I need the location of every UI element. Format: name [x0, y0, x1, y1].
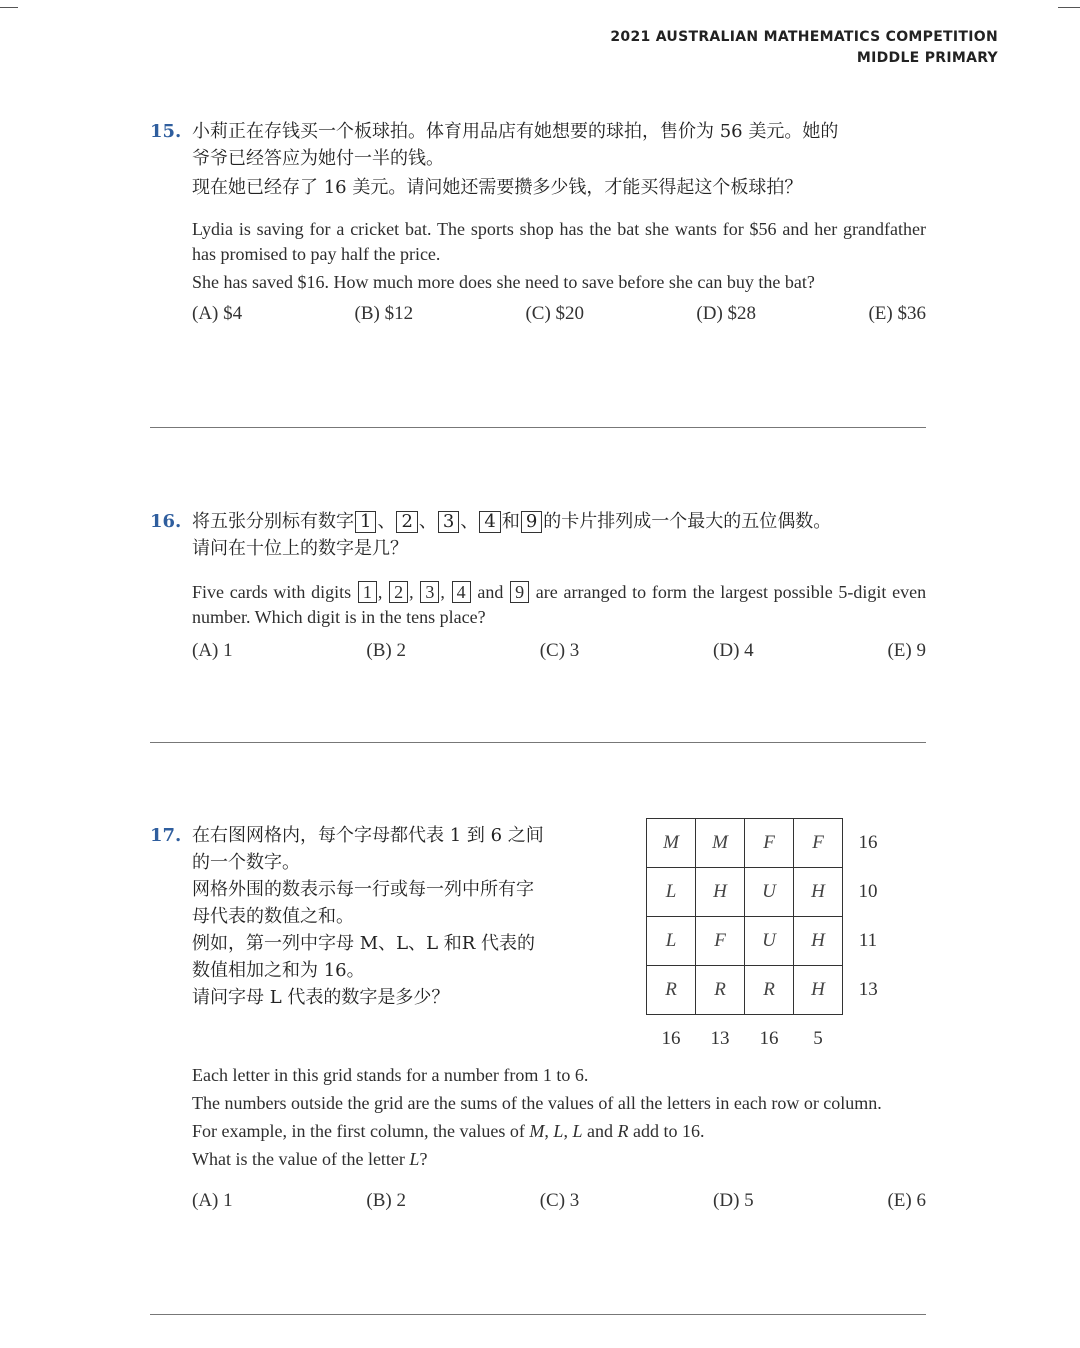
var-l: L	[553, 1121, 564, 1141]
grid-cell: F	[794, 819, 843, 868]
answer-choices	[192, 640, 926, 662]
en-line	[192, 1146, 926, 1172]
crop-mark-right	[1058, 7, 1080, 8]
zh-line: 的一个数字。	[192, 852, 300, 873]
en-comma: ,	[377, 582, 383, 602]
zh-line: 现在她已经存了 16 美元。请问她还需要攒多少钱，才能买得起这个板球拍？	[192, 177, 803, 198]
digit-card-1: 1	[355, 511, 376, 533]
column-sum: 5	[813, 1028, 823, 1049]
choice-e[interactable]: (E) 9	[887, 640, 926, 661]
question-text-english	[192, 580, 926, 630]
en-text: add to 16.	[632, 1121, 705, 1141]
grid-cell: F	[696, 917, 745, 966]
question-text-chinese	[192, 118, 926, 201]
var-m: M	[529, 1121, 545, 1141]
en-paragraph: She has saved $16. How much more does she need to save before she can buy the bat?	[192, 272, 815, 292]
en-text: What is the value of the letter	[192, 1149, 405, 1169]
grid-spacer	[843, 1015, 893, 1064]
header-division: MIDDLE PRIMARY	[856, 50, 998, 66]
digit-card-3: 3	[438, 511, 459, 533]
en-line: Each letter in this grid stands for a number from 1 to 6.	[192, 1065, 589, 1085]
choice-b[interactable]: (B) 2	[366, 640, 406, 661]
grid-row	[647, 868, 893, 917]
choice-c[interactable]: (C) 3	[539, 640, 580, 661]
zh-line	[192, 508, 926, 535]
grid-cell: R	[647, 966, 696, 1015]
question-text-chinese	[192, 822, 612, 1011]
question-17-english	[150, 1062, 926, 1212]
header-competition: 2021 AUSTRALIAN MATHEMATICS COMPETITION	[610, 29, 998, 45]
en-line: For example, in the first column, the values of M, L, L and R add to 16.	[192, 1121, 705, 1141]
digit-card-4: 4	[479, 511, 500, 533]
grid-cell: H	[794, 917, 843, 966]
en-text: Five cards with digits	[192, 582, 352, 602]
zh-line: 在右图网格内，每个字母都代表 1 到 6 之间	[192, 825, 544, 846]
zh-and: 和	[501, 511, 520, 532]
zh-line: 母代表的数值之和。	[192, 906, 354, 927]
grid-cell: U	[745, 868, 794, 917]
page-header	[610, 27, 998, 69]
grid-cell: H	[696, 868, 745, 917]
zh-line: 小莉正在存钱买一个板球拍。体育用品店有她想要的球拍，售价为 56 美元。她的	[192, 121, 839, 142]
column-sums-row	[647, 1015, 893, 1064]
column-sum: 13	[710, 1028, 730, 1049]
en-text: ?	[419, 1149, 428, 1169]
choice-a[interactable]: (A) 1	[192, 640, 233, 661]
question-number: 16.	[150, 511, 182, 532]
grid-cell: M	[647, 819, 696, 868]
row-sum: 11	[858, 930, 878, 951]
digit-card-3: 3	[420, 581, 439, 603]
grid-cell: L	[647, 917, 696, 966]
choice-b[interactable]: (B) 2	[366, 1190, 406, 1211]
grid-row	[647, 917, 893, 966]
grid-cell: H	[794, 868, 843, 917]
row-sum: 10	[858, 881, 878, 902]
en-and: and	[477, 582, 504, 602]
grid-cell: F	[745, 819, 794, 868]
choice-c[interactable]: (C) $20	[525, 303, 585, 324]
grid-cell: H	[794, 966, 843, 1015]
en-paragraph: Lydia is saving for a cricket bat. The sports shop has the bat she wants for $56 and her grandfather has promised to pay half the price.	[192, 219, 926, 264]
choice-a[interactable]: (A) $4	[192, 303, 243, 324]
grid-cell: R	[745, 966, 794, 1015]
en-text: For example, in the first column, the values of	[192, 1121, 525, 1141]
question-number: 15.	[150, 121, 182, 142]
choice-e[interactable]: (E) $36	[868, 303, 926, 324]
zh-separator: 、	[460, 511, 479, 532]
choice-e[interactable]: (E) 6	[887, 1190, 926, 1211]
answer-choices	[192, 1190, 926, 1212]
digit-card-1: 1	[358, 581, 377, 603]
var-r: R	[617, 1121, 629, 1141]
digit-card-2: 2	[389, 581, 408, 603]
divider	[150, 1314, 926, 1315]
grid-cell: R	[696, 966, 745, 1015]
zh-separator: 、	[377, 511, 396, 532]
en-paragraph	[192, 580, 926, 630]
zh-line: 例如，第一列中字母 M、L、L 和R 代表的	[192, 933, 536, 954]
zh-line: 请问在十位上的数字是几？	[192, 538, 408, 559]
column-sum: 16	[661, 1028, 681, 1049]
var-l: L	[409, 1149, 420, 1169]
var-l: L	[572, 1121, 583, 1141]
grid-cell: L	[647, 868, 696, 917]
crop-mark-left	[0, 7, 18, 8]
letter-grid	[646, 818, 893, 1063]
choice-c[interactable]: (C) 3	[539, 1190, 580, 1211]
grid-row	[647, 819, 893, 868]
digit-card-9: 9	[521, 511, 542, 533]
row-sum: 16	[858, 832, 878, 853]
zh-text: 的卡片排列成一个最大的五位偶数。	[543, 511, 832, 532]
en-comma: ,	[440, 582, 445, 602]
digit-card-2: 2	[396, 511, 417, 533]
letter-grid-figure	[646, 818, 893, 1063]
zh-line: 网格外围的数表示每一行或每一列中所有字	[192, 879, 534, 900]
choice-d[interactable]: (D) 4	[713, 640, 754, 661]
grid-row	[647, 966, 893, 1015]
en-text: and	[586, 1121, 613, 1141]
choice-a[interactable]: (A) 1	[192, 1190, 233, 1211]
digit-card-9: 9	[510, 581, 529, 603]
zh-line: 数值相加之和为 16。	[192, 960, 365, 981]
choice-d[interactable]: (D) $28	[696, 303, 757, 324]
en-text: are arranged to form the largest possible 5-digit even number. Which digit is in the tens place?	[192, 582, 927, 627]
zh-separator: 、	[418, 511, 437, 532]
en-comma: ,	[409, 582, 414, 602]
digit-card-4: 4	[452, 581, 471, 603]
question-16	[150, 508, 926, 662]
question-text-english	[192, 217, 926, 295]
divider	[150, 742, 926, 743]
grid-cell: U	[745, 917, 794, 966]
en-line: The numbers outside the grid are the sums of the values of all the letters in each row or column.	[192, 1093, 882, 1113]
choice-d[interactable]: (D) 5	[713, 1190, 754, 1211]
grid-cell: M	[696, 819, 745, 868]
question-15	[150, 118, 926, 325]
row-sum: 13	[858, 979, 878, 1000]
zh-line: 爷爷已经答应为她付一半的钱。	[192, 148, 444, 169]
zh-text: 将五张分别标有数字	[192, 511, 354, 532]
choice-b[interactable]: (B) $12	[354, 303, 414, 324]
zh-line: 请问字母 L 代表的数字是多少？	[192, 987, 450, 1008]
question-number: 17.	[150, 825, 182, 846]
divider	[150, 427, 926, 428]
column-sum: 16	[759, 1028, 779, 1049]
question-text-english	[192, 1062, 926, 1172]
answer-choices	[192, 303, 926, 325]
question-text-chinese	[192, 508, 926, 562]
